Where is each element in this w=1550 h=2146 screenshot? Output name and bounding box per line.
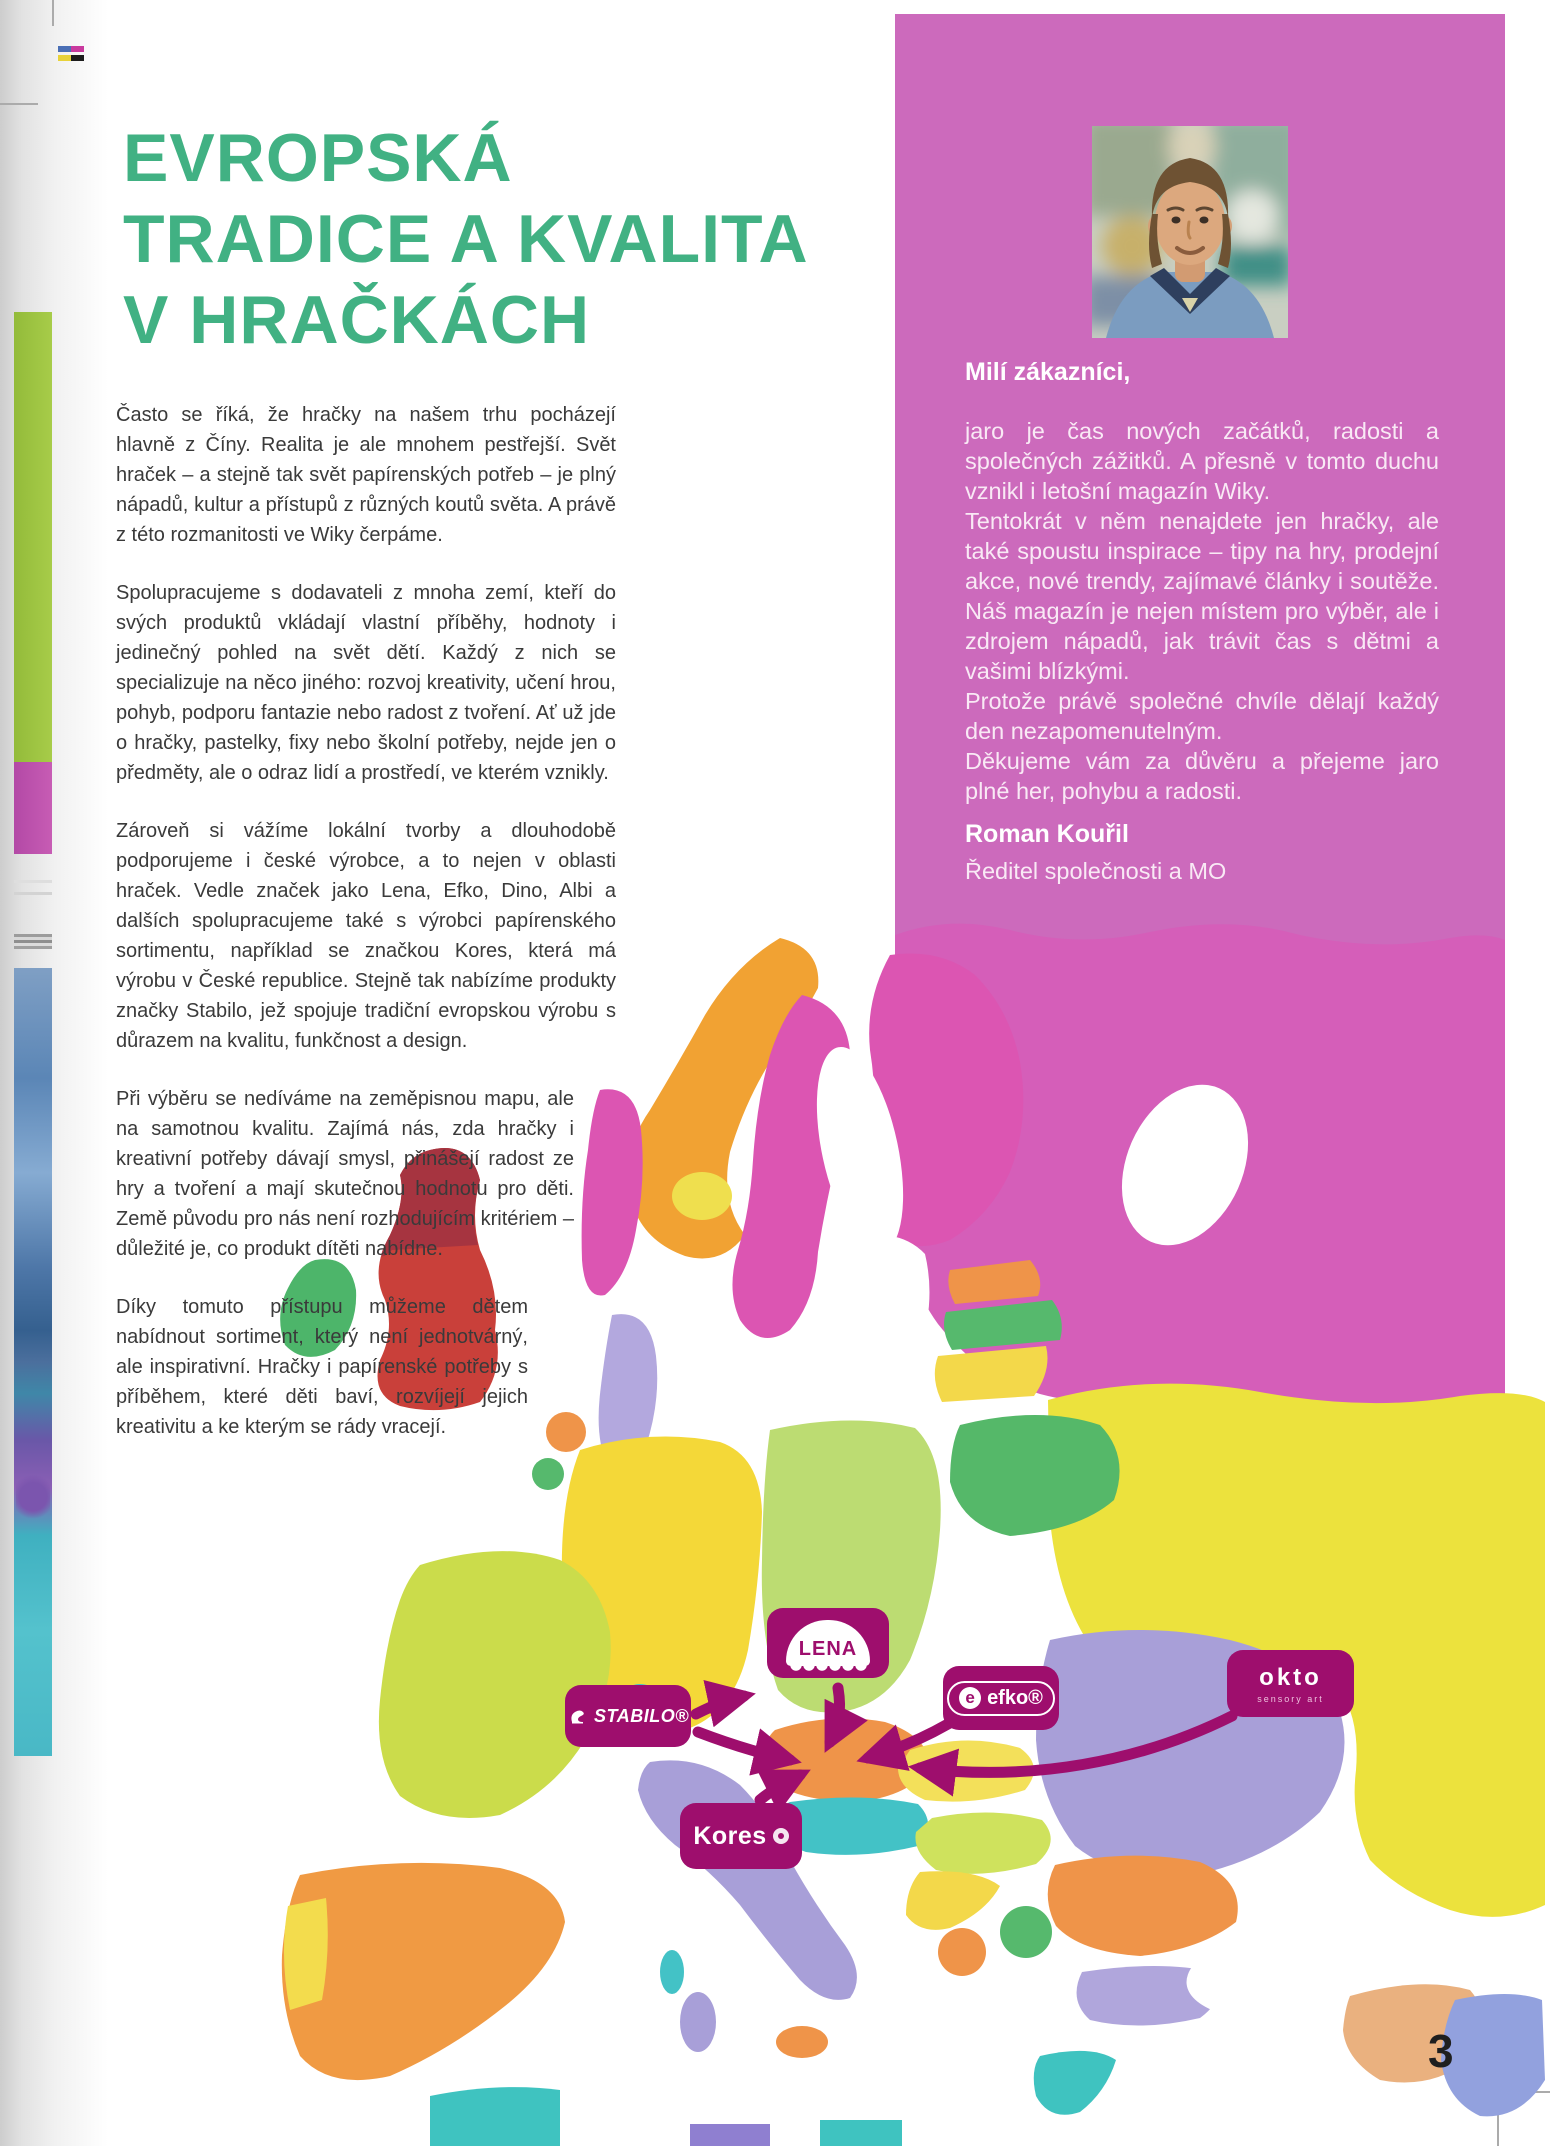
article-paragraph: Často se říká, že hračky na našem trhu pocházejí hlavně z Číny. Realita je ale mnohem pestřejší. Svět hraček – a stejně tak svět papírenských potřeb – je plný nápadů, kultur a přístupů z různých koutů světa. A právě z této rozmanitosti ve Wiky čerpáme.: [116, 404, 616, 546]
efko-logo-text: efko®: [987, 1686, 1043, 1709]
letter-salutation: Milí zákazníci,: [965, 358, 1131, 386]
kores-brand-box: [680, 1803, 802, 1869]
letter-paragraph: Tentokrát v něm nenajdete jen hračky, ale také spoustu inspirace – tipy na hry, prodejní akce, nové trendy, zajímavé články i soutěže. Náš magazín je nejen místem pro výběr, ale i zdrojem nápadů, jak trávit čas s dětmi a vašimi blízkými.: [965, 508, 1439, 684]
title-line: V HRAČKÁCH: [123, 282, 591, 358]
lena-brand-box: [767, 1608, 889, 1678]
stabilo-logo-text: STABILO®: [594, 1705, 689, 1726]
signature-role: Ředitel společnosti a MO: [965, 858, 1227, 884]
stabilo-brand-box: [565, 1685, 691, 1747]
okto-logo-text: okto: [1259, 1663, 1322, 1691]
title-line: EVROPSKÁ: [123, 120, 513, 196]
article-paragraph: Díky tomuto přístupu můžeme dětem nabídnout sortiment, který není jednotvárný, ale inspirativní. Hračky i papírenské potřeby s příběhem, které děti baví, rozvíjejí jejich kreativitu a ke kterým se rády vracejí.: [116, 1296, 528, 1438]
okto-brand-box: [1227, 1650, 1354, 1717]
letter-paragraph: Děkujeme vám za důvěru a přejeme jaro plné her, pohybu a radosti.: [965, 748, 1439, 804]
article-body: [116, 400, 616, 1470]
signature-name: Roman Kouřil: [965, 820, 1129, 848]
baltic-sea: [830, 1235, 930, 1421]
kores-snail-icon: [773, 1828, 789, 1844]
letter-paragraph: jaro je čas nových začátků, radosti a společných zážitků. A přesně v tomto duchu vznikl i letošní magazín Wiky.: [965, 418, 1439, 504]
lena-dome-icon: [786, 1620, 870, 1666]
page-number: 3: [1428, 2025, 1454, 2077]
article-paragraph: Zároveň si vážíme lokální tvorby a dlouhodobě podporujeme i české výrobce, a to nejen v oblasti hraček. Vedle značek jako Lena, Efko, Dino, Albi a dalších spolupracujeme také s výrobci papírenského sortimentu, například se značkou Kores, která má výrobu v České republice. Stejně tak nabízíme produkty značky Stabilo, jež spojuje tradiční evropskou výrobu s důrazem na kvalitu, funkčnost a design.: [116, 820, 616, 1052]
letter-paragraph: Protože právě společné chvíle dělají každý den nezapomenutelným.: [965, 688, 1439, 744]
article-paragraph: Spolupracujeme s dodavateli z mnoha zemí, kteří do svých produktů vkládají vlastní příběhy, hodnoty i jedinečný pohled na svět dětí. Každý z nich se specializuje na něco jiného: rozvoj kreativity, učení hrou, pohyb, podporu fantazie nebo radost z tvoření. Ať už jde o hračky, pastelky, fixy nebo školní potřeby, nejde jen o předměty, ale o odraz lidí a prostředí, ve kterém vznikly.: [116, 582, 616, 784]
efko-brand-box: [943, 1666, 1059, 1730]
kores-logo-text: Kores: [693, 1821, 767, 1850]
swan-icon: [567, 1705, 589, 1727]
map-iberia: [282, 1863, 565, 2146]
article-paragraph: Při výběru se nedíváme na zeměpisnou mapu, ale na samotnou kvalitu. Zajímá nás, zda hračky i kreativní potřeby dávají smysl, přinášejí radost ze hry a tvoření a mají skutečnou hodnotu pro děti. Země původu pro nás není rozhodujícím kritériem – důležité je, co produkt dítěti nabídne.: [116, 1088, 574, 1260]
okto-logo-subtitle: sensory art: [1257, 1693, 1324, 1704]
lena-logo-text: LENA: [798, 1638, 858, 1660]
title-line: TRADICE A KVALITA: [123, 201, 809, 277]
page-title: [123, 118, 809, 361]
efko-circle-icon: e: [959, 1687, 981, 1709]
